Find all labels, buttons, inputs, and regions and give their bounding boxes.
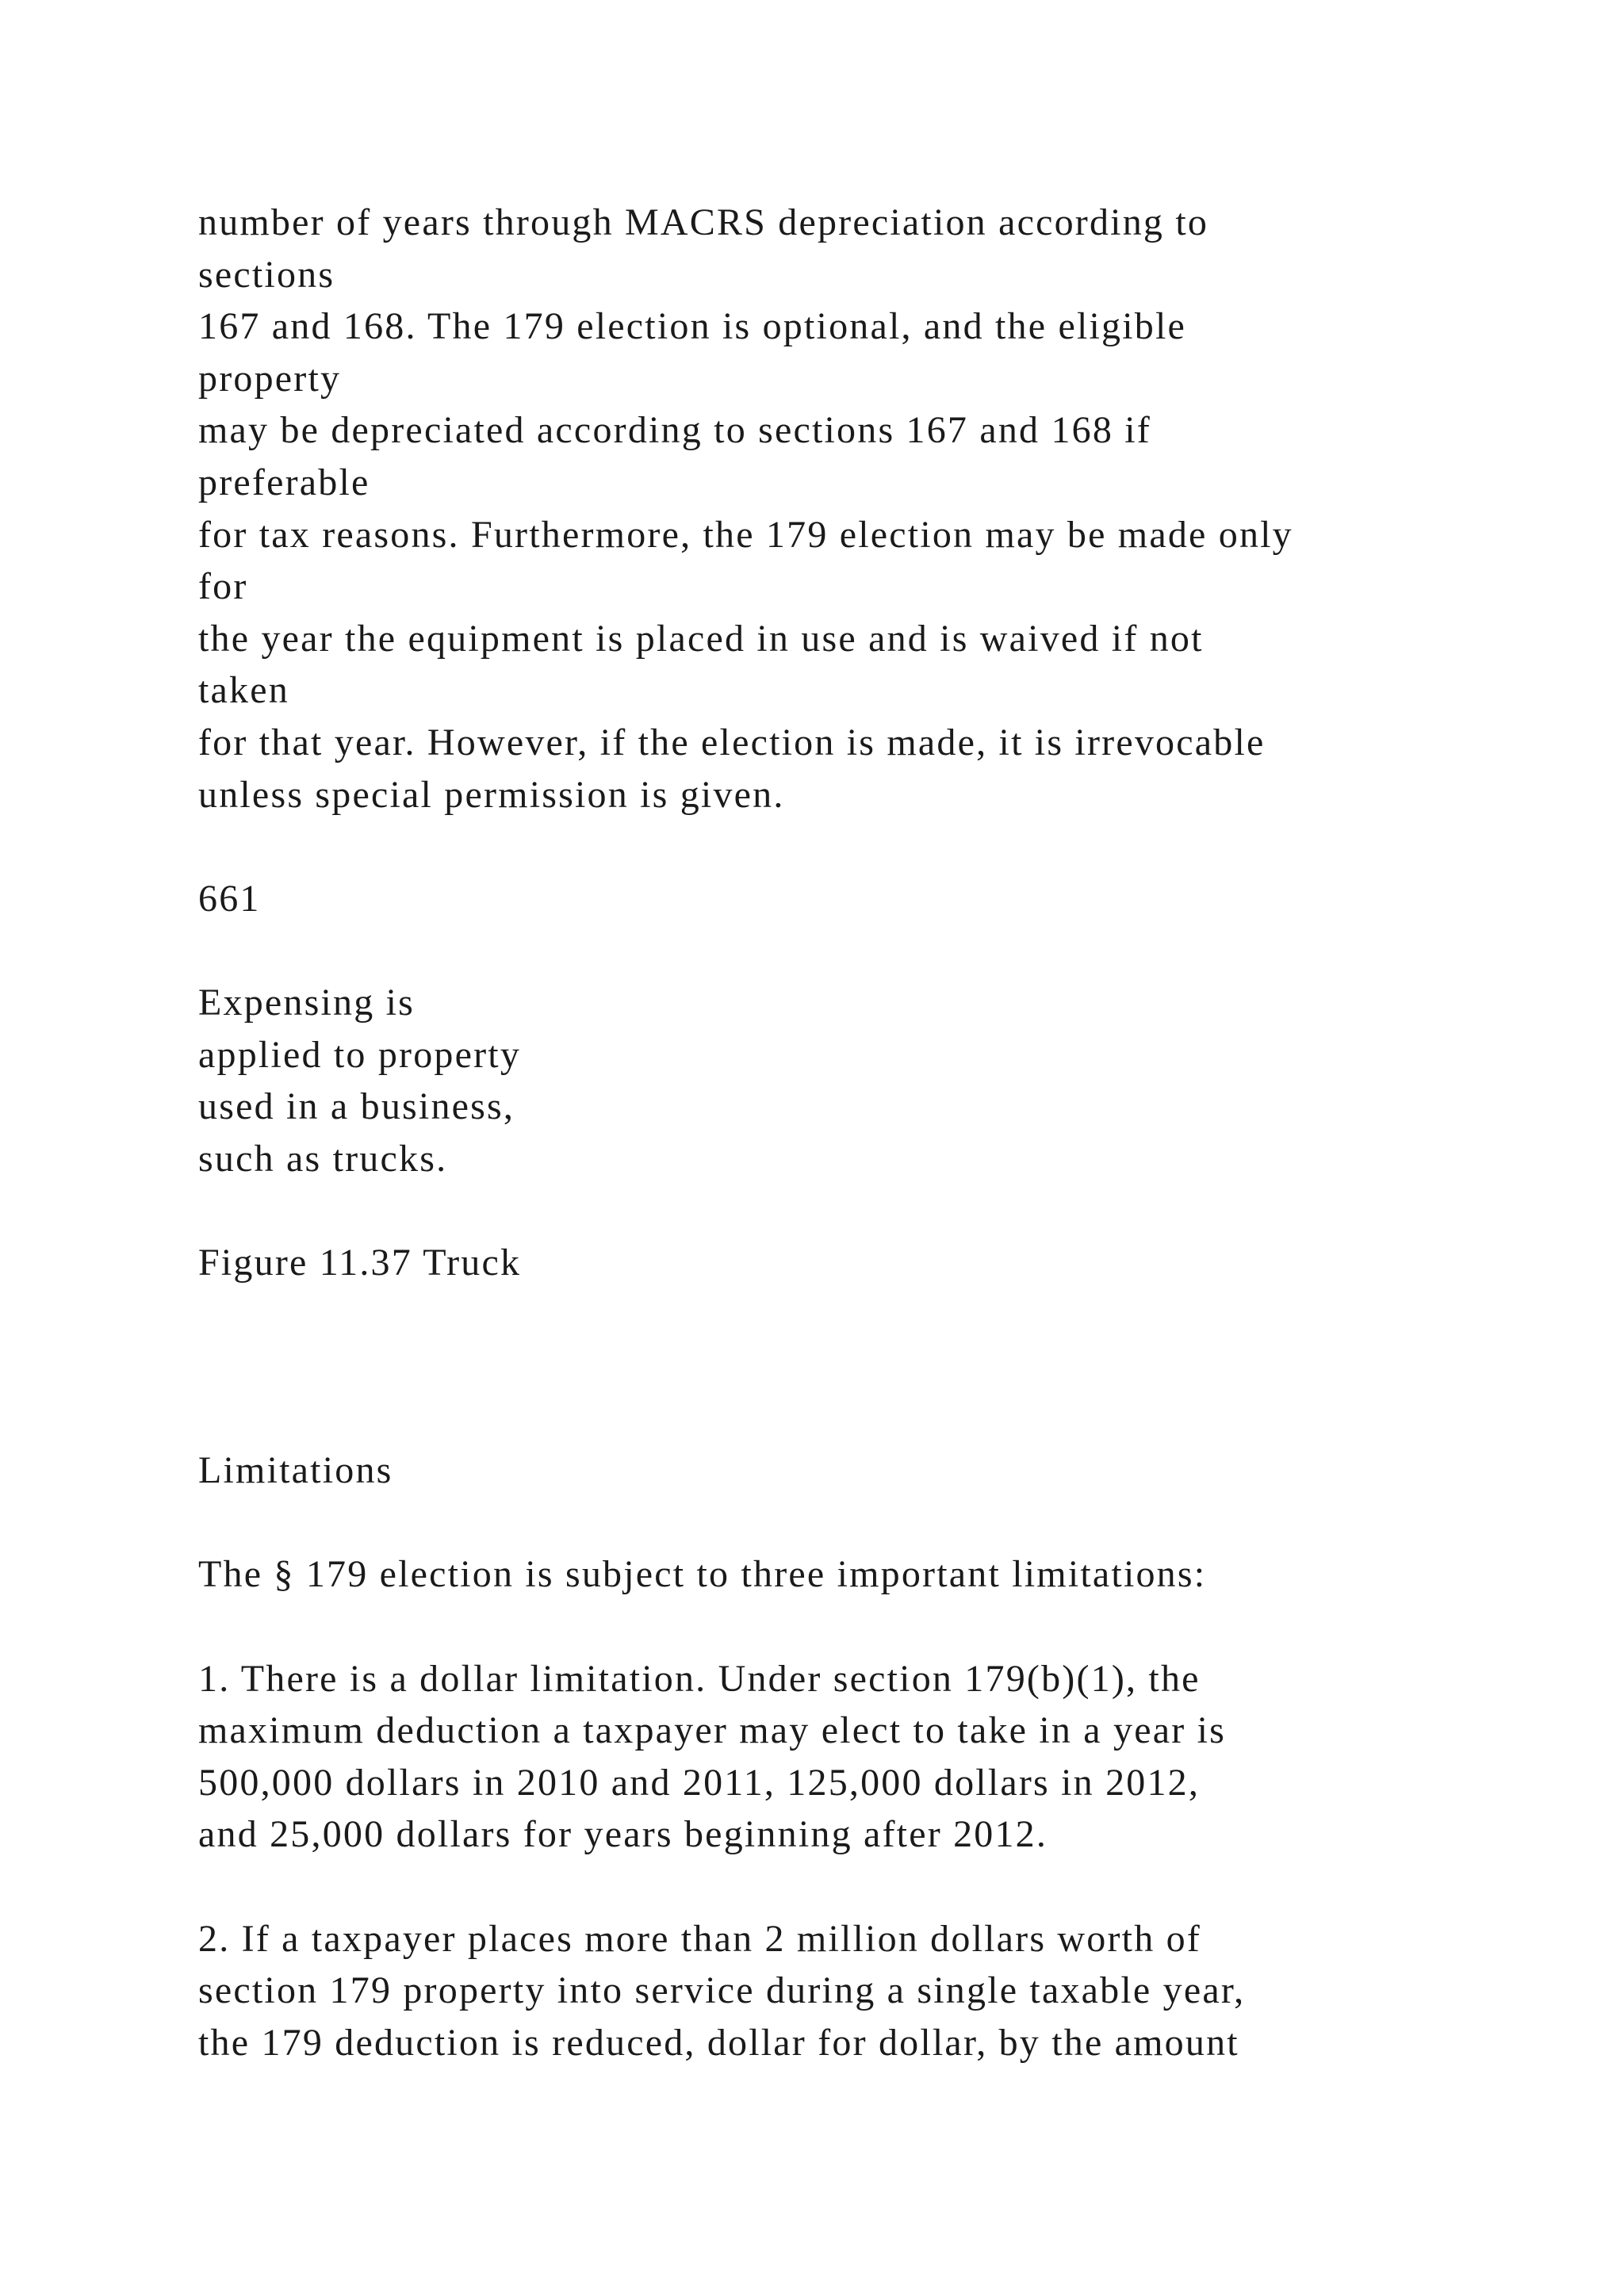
document-body-text <box>198 197 1546 2068</box>
blank-line <box>198 821 1546 873</box>
sidebar-caption-line: such as trucks. <box>198 1137 448 1180</box>
text-line: sections <box>198 253 335 296</box>
blank-line <box>198 1341 1546 1393</box>
text-line: 167 and 168. The 179 election is optional, and the eligible <box>198 305 1187 348</box>
text-line: taken <box>198 669 289 712</box>
list-item-line: 1. There is a dollar limitation. Under section 179(b)(1), the <box>198 1657 1201 1700</box>
list-item-line: 2. If a taxpayer places more than 2 million dollars worth of <box>198 1917 1201 1960</box>
blank-line <box>198 924 1546 977</box>
text-line: for <box>198 565 248 608</box>
section-heading: Limitations <box>198 1449 393 1492</box>
blank-line <box>198 1861 1546 1913</box>
list-item-line: and 25,000 dollars for years beginning after 2012. <box>198 1813 1048 1856</box>
text-line: for tax reasons. Furthermore, the 179 election may be made only <box>198 513 1293 556</box>
text-line: unless special permission is given. <box>198 773 785 816</box>
blank-line <box>198 1393 1546 1445</box>
list-item-line: 500,000 dollars in 2010 and 2011, 125,000 dollars in 2012, <box>198 1761 1201 1804</box>
blank-line <box>198 1497 1546 1549</box>
figure-caption: Figure 11.37 Truck <box>198 1241 522 1284</box>
text-line: The § 179 election is subject to three important limitations: <box>198 1553 1207 1596</box>
text-line: preferable <box>198 461 370 503</box>
text-line: number of years through MACRS depreciation according to <box>198 201 1209 243</box>
sidebar-caption-line: Expensing is <box>198 981 416 1024</box>
text-line: the year the equipment is placed in use and is waived if not <box>198 617 1204 660</box>
blank-line <box>198 1184 1546 1237</box>
sidebar-caption-line: applied to property <box>198 1033 522 1076</box>
text-line: may be depreciated according to sections 167 and 168 if <box>198 409 1151 452</box>
blank-line <box>198 1288 1546 1341</box>
blank-line <box>198 1601 1546 1653</box>
text-line: property <box>198 357 342 400</box>
page-number: 661 <box>198 877 261 920</box>
sidebar-caption-line: used in a business, <box>198 1085 515 1128</box>
list-item-line: the 179 deduction is reduced, dollar for dollar, by the amount <box>198 2021 1239 2064</box>
list-item-line: maximum deduction a taxpayer may elect to take in a year is <box>198 1709 1227 1752</box>
list-item-line: section 179 property into service during a single taxable year, <box>198 1969 1246 2012</box>
text-line: for that year. However, if the election is made, it is irrevocable <box>198 721 1266 763</box>
